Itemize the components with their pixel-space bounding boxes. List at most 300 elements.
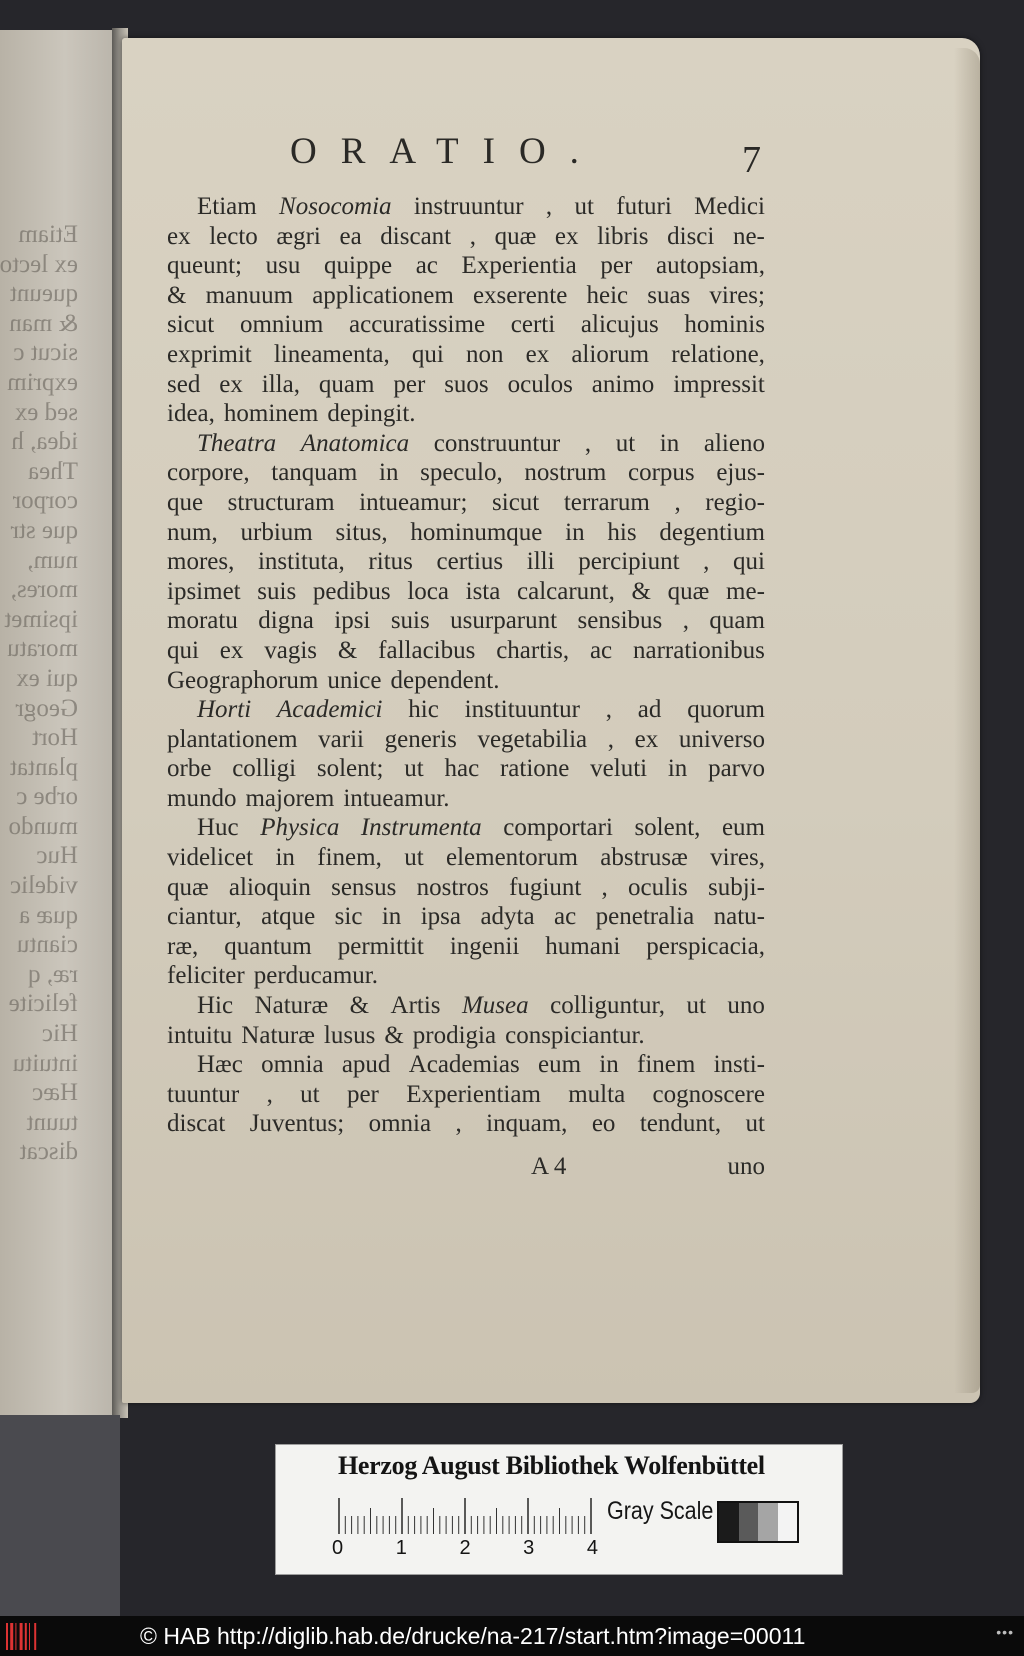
word: ex xyxy=(219,636,244,664)
word: fugiunt xyxy=(509,873,582,901)
word: lecto xyxy=(209,222,258,250)
word: apud xyxy=(341,1051,391,1079)
ruler-numbers xyxy=(332,1537,598,1560)
bleed-line: Etiam xyxy=(18,221,78,248)
barcode-bar xyxy=(15,1623,16,1650)
text-line xyxy=(167,754,765,784)
word: solent, xyxy=(634,814,701,842)
word: , xyxy=(545,193,553,220)
word: intueamur; xyxy=(359,488,468,516)
text-line xyxy=(167,310,765,340)
word: quippe xyxy=(324,252,393,280)
word: & xyxy=(349,992,370,1020)
word: alieno xyxy=(703,429,765,457)
word: generis xyxy=(384,725,457,753)
word: applicationem xyxy=(312,281,454,309)
facing-page-bleed-text xyxy=(0,220,84,1167)
ruler-number: 0 xyxy=(332,1537,344,1559)
word: urbium xyxy=(240,518,313,546)
word: omnia xyxy=(368,1110,432,1138)
word: certi xyxy=(510,311,556,339)
word: instituuntur xyxy=(464,696,580,724)
word: quantum xyxy=(224,932,312,960)
text-line xyxy=(167,1050,765,1080)
word: , xyxy=(469,222,476,250)
word: sicut xyxy=(167,311,215,339)
text-line xyxy=(167,606,765,636)
word: ex xyxy=(634,725,659,753)
card-title: Herzog August Bibliothek Wolfenbüttel xyxy=(338,1451,765,1480)
word: ex xyxy=(525,340,550,368)
word: ac xyxy=(415,252,438,280)
running-head xyxy=(290,130,770,173)
word: & xyxy=(167,281,187,309)
word: subji- xyxy=(707,873,765,901)
word: universo xyxy=(678,725,765,753)
barcode-bar xyxy=(10,1623,13,1650)
bleed-line: moratu xyxy=(7,635,78,663)
word: penetralia xyxy=(595,903,695,931)
bleed-line: mores, xyxy=(10,576,78,604)
word: natu- xyxy=(713,903,765,931)
text-line xyxy=(167,251,765,281)
word: sed xyxy=(167,370,201,398)
word: ut xyxy=(404,755,424,783)
word: Academici xyxy=(276,696,383,724)
word: ejus- xyxy=(716,459,765,487)
bleed-line: Hic xyxy=(41,1020,78,1048)
word: suis xyxy=(390,607,430,635)
word: degentium xyxy=(659,518,765,546)
text-line xyxy=(167,1109,765,1139)
catchword: uno xyxy=(727,1153,765,1180)
bleed-line: corpor xyxy=(12,487,78,515)
word: in xyxy=(275,844,295,872)
word: in xyxy=(667,755,688,783)
bleed-line: discat xyxy=(19,1138,78,1166)
text-line xyxy=(167,695,765,725)
word: situs, xyxy=(335,518,388,546)
text-line xyxy=(167,636,765,666)
bleed-line: Geogr xyxy=(15,694,78,722)
word: ut xyxy=(745,1110,765,1138)
word: discant xyxy=(380,222,452,250)
word: heic xyxy=(586,281,629,309)
foot-line xyxy=(167,1153,765,1183)
word: illa, xyxy=(261,370,300,398)
word: solent; xyxy=(316,755,384,783)
word: tuuntur xyxy=(167,1080,240,1108)
word: manuum xyxy=(205,281,294,309)
word: Geographorum xyxy=(167,666,319,694)
word: , xyxy=(674,488,681,516)
bleed-line: ipsimet xyxy=(4,605,78,633)
bleed-line: intuitu xyxy=(12,1049,78,1077)
word: autopsiam, xyxy=(655,252,765,280)
text-line xyxy=(167,991,765,1021)
word: moratu xyxy=(167,607,238,635)
word: suas xyxy=(647,281,691,309)
bleed-line: Hæc xyxy=(32,1079,78,1107)
bleed-line: sicut c xyxy=(13,339,78,367)
word: Horti xyxy=(197,696,252,724)
text-line xyxy=(167,1021,765,1051)
word: colligi xyxy=(232,755,297,783)
word: me- xyxy=(726,577,765,605)
bleed-line: sed ex xyxy=(14,398,78,426)
text-line xyxy=(167,518,765,548)
word: in xyxy=(381,903,402,931)
text-line xyxy=(167,725,765,755)
bleed-line: & man xyxy=(9,309,78,337)
word: finem, xyxy=(317,844,382,872)
word: , xyxy=(607,725,614,753)
word: ut xyxy=(404,844,424,872)
text-line xyxy=(167,458,765,488)
text-line xyxy=(167,961,765,991)
word: nostros xyxy=(416,873,489,901)
bleed-line: ræ, q xyxy=(28,960,78,988)
word: corpus xyxy=(628,459,695,487)
word: ista xyxy=(465,577,501,605)
text-line xyxy=(167,370,765,400)
text-line xyxy=(167,429,765,459)
word: non xyxy=(465,340,504,368)
word: Etiam xyxy=(197,193,257,220)
gray-swatch-cell xyxy=(758,1503,778,1541)
word: atque xyxy=(261,903,316,931)
word: eum xyxy=(538,1051,582,1079)
word: aliorum xyxy=(571,340,650,368)
word: impressit xyxy=(673,370,765,398)
word: quæ xyxy=(494,222,537,250)
word: ingenii xyxy=(449,932,520,960)
bleed-line: orbe c xyxy=(16,783,78,811)
bleed-line: Hort xyxy=(32,724,78,752)
word: Artis xyxy=(390,992,441,1020)
word: hic xyxy=(408,696,439,724)
word: , xyxy=(601,873,608,901)
ruler-scale xyxy=(338,1496,592,1534)
word: prodigia xyxy=(412,1021,497,1049)
word: qui xyxy=(411,340,444,368)
word: Naturæ xyxy=(254,992,329,1020)
word: Naturæ xyxy=(241,1021,315,1049)
word: suos xyxy=(444,370,489,398)
word: qui xyxy=(167,636,199,664)
word: in xyxy=(599,1051,619,1079)
word: pedibus xyxy=(312,577,391,605)
word: ut xyxy=(686,992,706,1020)
word: digna xyxy=(258,607,314,635)
word: ipsi xyxy=(334,607,371,635)
word: dependent. xyxy=(390,666,500,694)
word: omnia xyxy=(261,1051,324,1079)
word: eum xyxy=(721,814,765,842)
word: regio- xyxy=(705,488,765,516)
word: adyta xyxy=(480,903,535,931)
word: tendunt, xyxy=(639,1110,722,1138)
text-line xyxy=(167,281,765,311)
word: & xyxy=(337,636,358,664)
word: Nosocomia xyxy=(279,193,392,220)
facing-page xyxy=(0,30,118,1415)
bleed-line: plantat xyxy=(9,753,78,781)
bleed-line: idea, h xyxy=(11,428,78,456)
gray-swatch-cell xyxy=(719,1503,739,1541)
word: ægri xyxy=(276,222,321,250)
word: plantationem xyxy=(167,725,298,753)
word: sicut xyxy=(492,488,540,516)
word: , xyxy=(455,1110,462,1138)
word: alicujus xyxy=(580,311,659,339)
word: accuratissime xyxy=(349,311,486,339)
word: , xyxy=(703,548,710,576)
barcode-bar xyxy=(20,1623,23,1650)
bleed-line: tuunt xyxy=(26,1108,78,1136)
color-card xyxy=(275,1444,843,1575)
barcode-bar xyxy=(34,1623,36,1650)
word: colliguntur, xyxy=(550,992,666,1020)
word: parvo xyxy=(708,755,765,783)
word: Hæc xyxy=(197,1051,243,1079)
barcode-icon xyxy=(6,1623,46,1650)
bleed-line: qui ex xyxy=(16,664,78,692)
word: ræ, xyxy=(167,932,199,960)
word: mores, xyxy=(167,548,235,576)
ruler-number: 3 xyxy=(523,1537,535,1559)
word: alioquin xyxy=(228,873,311,901)
footer-url-link[interactable]: © HAB http://diglib.hab.de/drucke/na-217/start.htm?image=00011 xyxy=(140,1623,806,1649)
word: ne- xyxy=(732,222,765,250)
gray-swatch-cell xyxy=(739,1503,759,1541)
word: veluti xyxy=(590,755,648,783)
word: Juventus; xyxy=(249,1110,345,1138)
word: sic xyxy=(334,903,363,931)
word: humani xyxy=(545,932,621,960)
word: ea xyxy=(339,222,362,250)
word: terrarum xyxy=(563,488,650,516)
ruler-number: 4 xyxy=(586,1537,598,1559)
more-options-icon[interactable]: ••• xyxy=(996,1624,1014,1640)
word: quæ xyxy=(167,873,209,901)
word: his xyxy=(607,518,637,546)
word: ad xyxy=(637,696,662,724)
word: illi xyxy=(526,548,555,576)
word: perducamur. xyxy=(253,962,378,990)
barcode-bar xyxy=(29,1623,30,1650)
barcode-bar xyxy=(6,1623,8,1650)
word: exserente xyxy=(472,281,568,309)
word: corpore, xyxy=(167,459,250,487)
page-number: 7 xyxy=(742,139,761,181)
word: hominis xyxy=(684,311,765,339)
word: feliciter xyxy=(167,962,245,990)
word: quam xyxy=(318,370,375,398)
word: majorem xyxy=(245,784,335,812)
word: , xyxy=(584,429,592,457)
book-board xyxy=(0,1415,120,1616)
word: per xyxy=(600,252,633,280)
word: & xyxy=(631,577,651,605)
word: in xyxy=(379,459,399,487)
word: quæ xyxy=(667,577,710,605)
bleed-line: ex lecto xyxy=(0,250,78,278)
ruler-number: 2 xyxy=(459,1537,471,1559)
word: instruuntur xyxy=(413,193,524,220)
word: ratione xyxy=(499,755,570,783)
word: ciantur, xyxy=(167,903,242,931)
word: vires, xyxy=(710,844,765,872)
word: sensibus xyxy=(577,607,663,635)
word: hac xyxy=(444,755,480,783)
bleed-line: Huc xyxy=(36,842,78,870)
ruler-number: 1 xyxy=(395,1537,407,1559)
word: omnium xyxy=(239,311,324,339)
word: , xyxy=(682,607,689,635)
text-line xyxy=(167,902,765,932)
word: queunt; xyxy=(167,252,242,280)
word: ac xyxy=(554,903,577,931)
word: que xyxy=(167,488,204,516)
text-line xyxy=(167,666,765,696)
word: Anatomica xyxy=(300,429,410,457)
body-text xyxy=(167,192,765,1139)
word: percipiunt xyxy=(578,548,680,576)
word: eo xyxy=(591,1110,616,1138)
word: cognoscere xyxy=(652,1080,765,1108)
word: uno xyxy=(727,992,765,1020)
word: orbe xyxy=(167,755,212,783)
word: ipsa xyxy=(420,903,462,931)
bleed-line: ciantu xyxy=(16,931,78,959)
word: Medici xyxy=(694,193,765,220)
text-line xyxy=(167,340,765,370)
text-line xyxy=(167,577,765,607)
word: finem xyxy=(637,1051,696,1079)
bleed-line: Thea xyxy=(28,457,78,485)
word: ut xyxy=(574,193,594,220)
word: exprimit xyxy=(167,340,252,368)
barcode-bar xyxy=(25,1623,27,1650)
bleed-line: felicite xyxy=(8,990,78,1018)
word: disci xyxy=(667,222,715,250)
word: elementorum xyxy=(446,844,578,872)
word: Academias xyxy=(408,1051,520,1079)
word: construuntur xyxy=(433,429,561,457)
word: idea, xyxy=(167,400,215,428)
gray-scale-label: Gray Scale xyxy=(607,1497,714,1525)
word: sensus xyxy=(331,873,397,901)
text-line xyxy=(167,547,765,577)
word: unice xyxy=(327,666,382,694)
word: speculo, xyxy=(420,459,503,487)
word: lusus xyxy=(323,1021,376,1049)
word: certius xyxy=(436,548,504,576)
word: num, xyxy=(167,518,218,546)
word: Instrumenta xyxy=(360,814,482,842)
word: lineamenta, xyxy=(273,340,390,368)
word: Huc xyxy=(197,814,239,842)
word: nostrum xyxy=(524,459,607,487)
text-line xyxy=(167,488,765,518)
word: quorum xyxy=(687,696,765,724)
text-line xyxy=(167,813,765,843)
word: intuitu xyxy=(167,1021,233,1049)
word: , xyxy=(266,1080,273,1108)
bleed-line: queunt xyxy=(9,280,78,308)
word: animo xyxy=(591,370,655,398)
word: oculis xyxy=(628,873,688,901)
word: ex xyxy=(219,370,243,398)
word: multa xyxy=(568,1080,626,1108)
word: ut xyxy=(300,1080,320,1108)
text-line xyxy=(167,932,765,962)
word: in xyxy=(565,518,585,546)
signature-mark: A 4 xyxy=(531,1153,567,1180)
word: relatione, xyxy=(671,340,765,368)
word: hominumque xyxy=(410,518,543,546)
page-edge xyxy=(954,48,980,1393)
word: perspicacia, xyxy=(646,932,765,960)
text-line xyxy=(167,222,765,252)
word: usurparunt xyxy=(450,607,558,635)
word: oculos xyxy=(507,370,573,398)
word: Musea xyxy=(461,992,529,1020)
word: usu xyxy=(265,252,301,280)
word: ex xyxy=(554,222,579,250)
word: vegetabilia xyxy=(477,725,588,753)
word: inquam, xyxy=(486,1110,568,1138)
word: videlicet xyxy=(167,844,254,872)
word: ut xyxy=(615,429,636,457)
word: permittit xyxy=(337,932,424,960)
word: conspiciantur. xyxy=(505,1021,645,1049)
word: , xyxy=(605,696,612,724)
word: insti- xyxy=(713,1051,765,1079)
word: calcarunt, xyxy=(517,577,615,605)
text-line xyxy=(167,399,765,429)
word: Experientiam xyxy=(406,1080,541,1108)
bleed-line: videlic xyxy=(9,872,78,900)
text-line xyxy=(167,784,765,814)
word: suis xyxy=(257,577,297,605)
word: tanquam xyxy=(271,459,358,487)
word: qui xyxy=(733,548,765,576)
word: ex xyxy=(167,222,191,250)
word: futuri xyxy=(616,193,672,220)
word: abstrusæ xyxy=(600,844,688,872)
word: loca xyxy=(407,577,449,605)
word: ac xyxy=(589,636,613,664)
word: structuram xyxy=(227,488,335,516)
word: intueamur. xyxy=(343,784,450,812)
word: hominem xyxy=(223,400,319,428)
text-line xyxy=(167,843,765,873)
word: chartis, xyxy=(496,636,570,664)
bleed-line: num, xyxy=(27,546,78,574)
word: fallacibus xyxy=(378,636,476,664)
text-line xyxy=(167,1080,765,1110)
word: Hic xyxy=(197,992,234,1020)
bleed-line: quæ a xyxy=(18,901,78,929)
word: & xyxy=(384,1021,404,1049)
word: vagis xyxy=(264,636,318,664)
word: Physica xyxy=(260,814,340,842)
word: ipsimet xyxy=(167,577,241,605)
word: discat xyxy=(167,1110,226,1138)
word: Experientia xyxy=(461,252,577,280)
